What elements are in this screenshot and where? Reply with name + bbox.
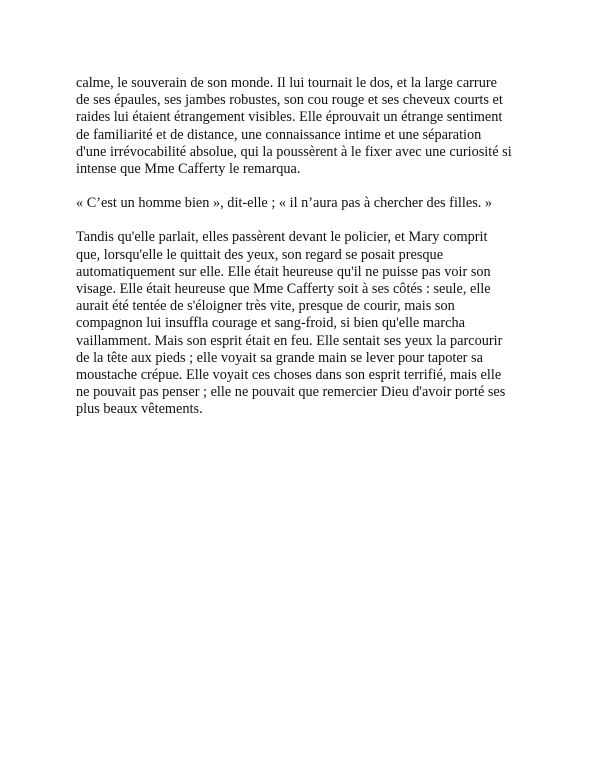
text-line: intense que Mme Cafferty le remarqua. <box>76 161 301 178</box>
text-line: visage. Elle était heureuse que Mme Cafferty soit à ses côtés : seule, elle <box>76 281 491 298</box>
document-body <box>76 75 536 436</box>
text-line: Tandis qu'elle parlait, elles passèrent devant le policier, et Mary comprit <box>76 229 488 246</box>
text-line: automatiquement sur elle. Elle était heureuse qu'il ne puisse pas voir son <box>76 263 491 280</box>
text-line: « C’est un homme bien », dit-elle ; « il n’aura pas à chercher des filles. » <box>76 195 493 212</box>
text-line: plus beaux vêtements. <box>76 401 203 418</box>
text-line: de la tête aux pieds ; elle voyait sa grande main se lever pour tapoter sa <box>76 349 483 366</box>
text-line: calme, le souverain de son monde. Il lui tournait le dos, et la large carrure <box>76 75 497 91</box>
text-line: que, lorsqu'elle le quittait des yeux, son regard se posait presque <box>76 246 444 263</box>
text-line: ne pouvait pas penser ; elle ne pouvait que remercier Dieu d'avoir porté ses <box>76 384 506 401</box>
text-line: de ses épaules, ses jambes robustes, son cou rouge et ses cheveux courts et <box>76 92 503 109</box>
text-line: moustache crépue. Elle voyait ces choses dans son esprit terrifié, mais elle <box>76 367 502 384</box>
paragraph-1 <box>76 75 536 178</box>
text-line: raides lui étaient étrangement visibles. Elle éprouvait un étrange sentiment <box>76 109 503 126</box>
text-line: vaillamment. Mais son esprit était en feu. Elle sentait ses yeux la parcourir <box>76 332 503 349</box>
text-line: d'une irrévocabilité absolue, qui la poussèrent à le fixer avec une curiosité si <box>76 143 512 160</box>
text-line: compagnon lui insuffla courage et sang-froid, si bien qu'elle marcha <box>76 315 465 332</box>
paragraph-2 <box>76 195 536 212</box>
text-line: aurait été tentée de s'éloigner très vite, presque de courir, mais son <box>76 298 455 315</box>
paragraph-3 <box>76 229 536 418</box>
text-line: de familiarité et de distance, une connaissance intime et une séparation <box>76 126 482 143</box>
